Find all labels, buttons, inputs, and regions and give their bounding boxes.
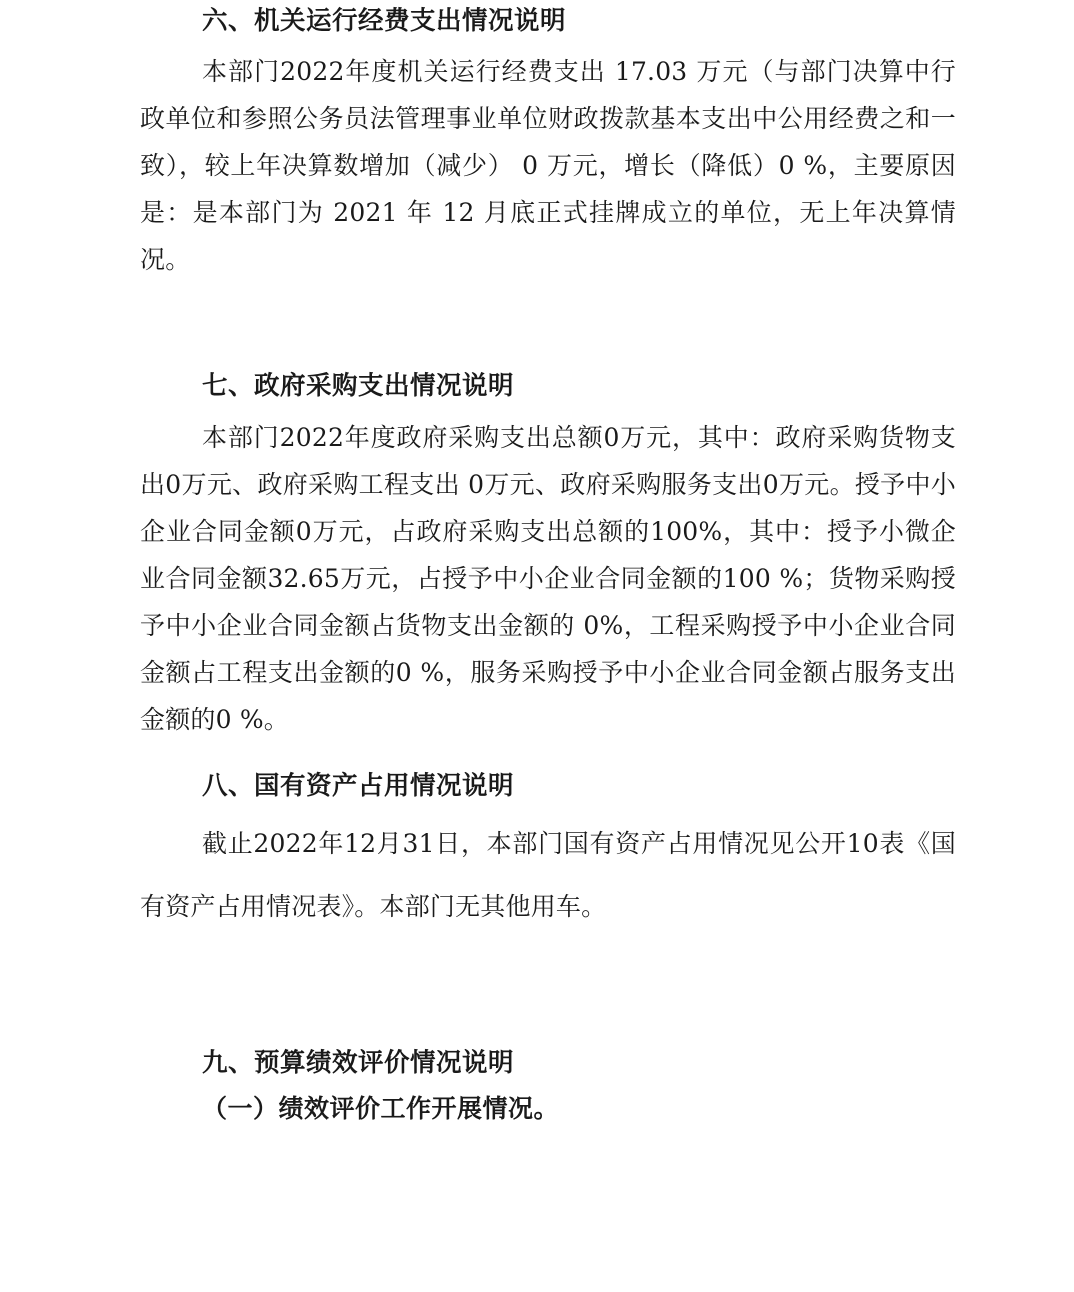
spacer — [140, 803, 956, 813]
section-eight-heading: 八、国有资产占用情况说明 — [202, 770, 515, 801]
spacer — [140, 404, 956, 414]
spacer — [140, 1081, 956, 1091]
section-eight-paragraph: 截止2022年12月31日，本部门国有资产占用情况见公开10表《国有资产占用情况表》。本部门无其他用车。 — [140, 829, 956, 921]
section-seven-heading: 七、政府采购支出情况说明 — [202, 371, 515, 402]
section-seven — [140, 369, 956, 742]
section-seven-paragraph: 本部门2022年度政府采购支出总额0万元，其中：政府采购货物支出0万元、政府采购工程支出 0万元、政府采购服务支出0万元。授予中小企业合同金额0万元，占政府采购支出总额的100%，其中：授予小微企业合同金额32.65万元，占授予中小企业合同金额的100 %；货物采购授予中小企业合同金额占货物支出金额的 0%，工程采购授予中小企业合同金额占工程支出金额的0 %，服务采购授予中小企业合同金额占服务支出金额的0 %。 — [140, 422, 956, 734]
section-nine — [140, 1046, 956, 1125]
spacer — [140, 283, 956, 369]
section-nine-subheading: （一）绩效评价工作开展情况。 — [202, 1093, 560, 1123]
spacer — [140, 38, 956, 48]
section-six-paragraph: 本部门2022年度机关运行经费支出 17.03 万元（与部门决算中行政单位和参照公务员法管理事业单位财政拨款基本支出中公用经费之和一致），较上年决算数增加（减少） 0 万元，增长（降低）0 %，主要原因是：是本部门为 2021 年 12 月底正式挂牌成立的单位，无上年决算情况。 — [140, 57, 956, 275]
section-eight — [140, 769, 956, 938]
section-six — [140, 0, 956, 283]
spacer — [140, 938, 956, 1046]
section-six-heading: 六、机关运行经费支出情况说明 — [202, 6, 567, 36]
section-nine-heading: 九、预算绩效评价情况说明 — [202, 1048, 515, 1079]
spacer — [140, 743, 956, 769]
